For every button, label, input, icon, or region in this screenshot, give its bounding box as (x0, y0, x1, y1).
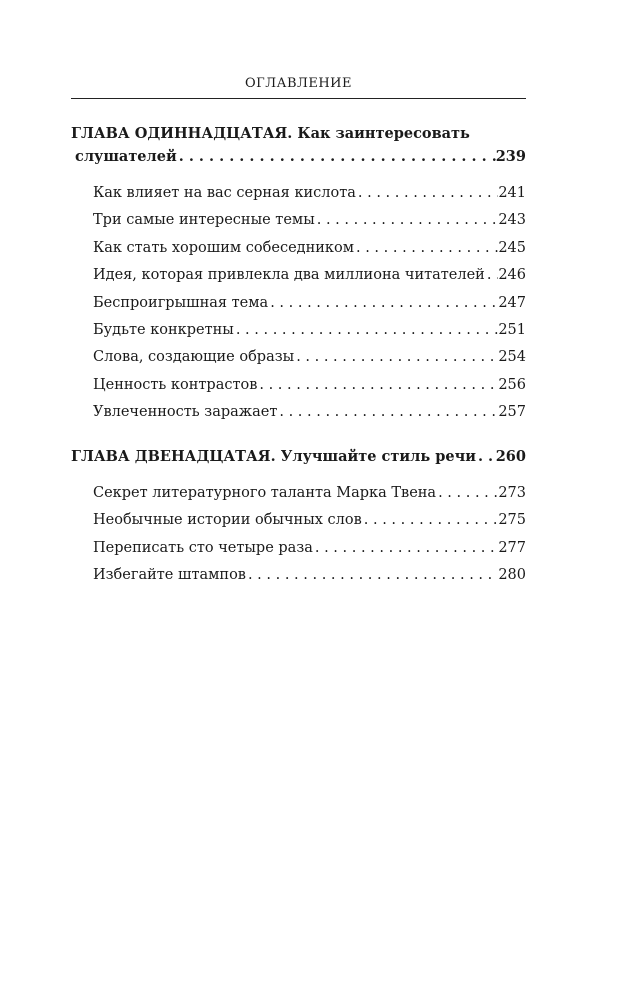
entry-page-number: 246 (498, 267, 526, 284)
toc-entry[interactable] (93, 235, 526, 262)
entry-page-number: 277 (498, 539, 526, 556)
chapter-title: ГЛАВА ДВЕНАДЦАТАЯ. Улучшайте стиль речи (71, 448, 476, 465)
dot-leader (485, 262, 498, 289)
dot-leader (356, 180, 498, 207)
entry-page-number: 241 (498, 185, 526, 201)
entry-page-number: 254 (498, 349, 526, 366)
entry-title: Как стать хорошим собеседником (93, 239, 354, 256)
dot-leader (436, 480, 498, 507)
toc-entry[interactable] (93, 535, 526, 562)
chapter-title-continuation: слушателей (75, 148, 177, 165)
entry-page-number: 256 (498, 376, 526, 393)
dot-leader (268, 290, 498, 317)
entry-page-number: 273 (498, 485, 526, 501)
entry-page-number: 275 (498, 512, 526, 529)
section-list (71, 180, 526, 427)
dot-leader (313, 535, 498, 562)
running-header: ОГЛАВЛЕНИЕ (244, 76, 352, 91)
entry-title: Беспроигрышная тема (93, 294, 269, 311)
dot-leader (294, 344, 498, 371)
entry-title: Идея, которая привлекла два миллиона читателей (93, 267, 485, 284)
toc-chapter-11 (71, 122, 526, 427)
entry-page-number: 247 (498, 294, 526, 311)
chapter-heading (71, 122, 526, 168)
toc-entry[interactable] (93, 562, 526, 589)
entry-title: Увлеченность заражает (93, 404, 278, 421)
toc-entry[interactable] (93, 290, 526, 317)
dot-leader (234, 317, 498, 344)
chapter-page-number: 239 (495, 148, 526, 165)
chapter-heading (71, 445, 526, 468)
chapter-page-number: 260 (495, 448, 526, 465)
dot-leader (277, 399, 498, 426)
entry-title: Секрет литературного таланта Марка Твена (93, 485, 437, 501)
chapter-entry[interactable] (71, 145, 526, 168)
entry-page-number: 245 (498, 239, 526, 256)
dot-leader (257, 372, 498, 399)
toc-entry[interactable] (93, 480, 526, 507)
toc-entry[interactable] (93, 344, 526, 371)
entry-title: Три самые интересные темы (93, 212, 315, 229)
dot-leader (315, 207, 499, 234)
header-rule (71, 98, 526, 99)
chapter-entry[interactable] (71, 445, 526, 468)
entry-title: Избегайте штампов (93, 567, 246, 584)
toc-entry[interactable] (93, 507, 526, 534)
entry-title: Слова, создающие образы (93, 349, 295, 366)
dot-leader (476, 445, 496, 468)
toc-entry[interactable] (93, 262, 526, 289)
entry-title: Будьте конкретны (93, 322, 234, 339)
toc-entry[interactable] (93, 207, 526, 234)
entry-title: Переписать сто четыре раза (93, 539, 313, 556)
entry-title: Необычные истории обычных слов (93, 512, 362, 529)
toc-entry[interactable] (93, 317, 526, 344)
entry-page-number: 280 (498, 567, 526, 584)
entry-page-number: 251 (498, 322, 526, 339)
dot-leader (177, 145, 496, 168)
toc-entry[interactable] (93, 372, 526, 399)
dot-leader (362, 507, 499, 534)
dot-leader (246, 562, 498, 589)
toc-chapter-12 (71, 445, 526, 590)
toc-entry[interactable] (93, 180, 526, 207)
chapter-title-line: ГЛАВА ОДИННАДЦАТАЯ. Как заинтересовать (71, 125, 470, 142)
entry-title: Ценность контрастов (93, 376, 258, 393)
dot-leader (354, 235, 498, 262)
entry-title: Как влияет на вас серная кислота (93, 185, 356, 201)
section-list (71, 480, 526, 590)
entry-page-number: 243 (498, 212, 526, 229)
entry-page-number: 257 (498, 404, 526, 421)
toc-entry[interactable] (93, 399, 526, 426)
